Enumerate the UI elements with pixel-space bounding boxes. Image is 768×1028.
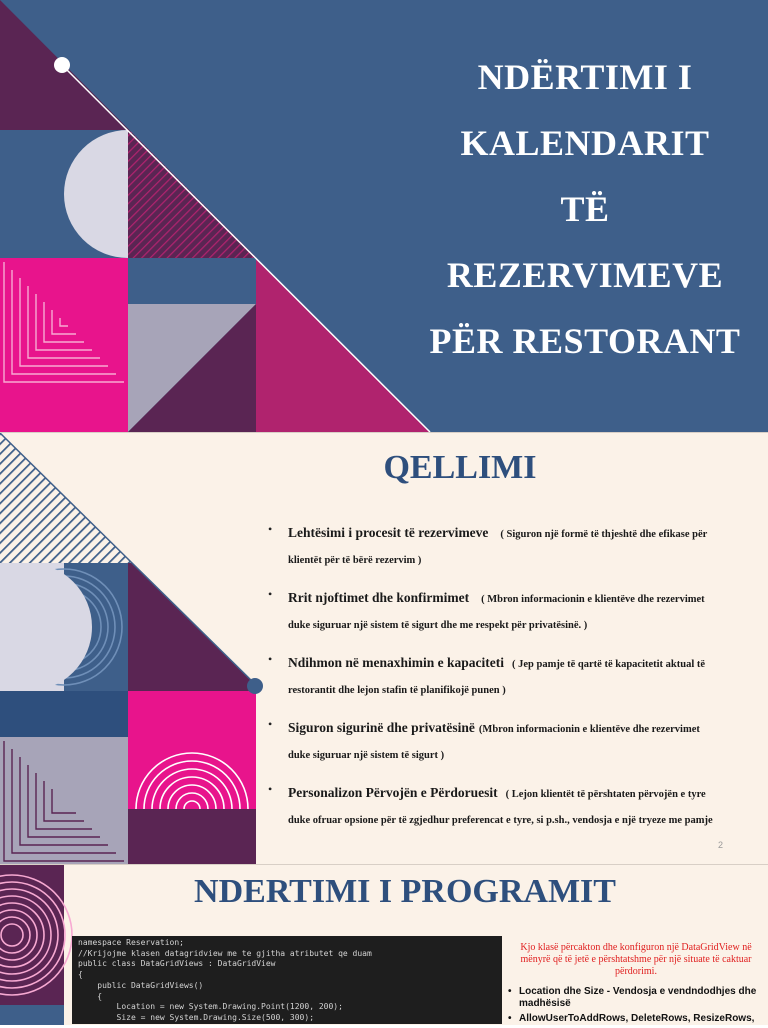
item-heading: Ndihmon në menaxhimin e kapaciteti: [288, 655, 505, 670]
code-line: Size = new System.Drawing.Size(500, 300);: [78, 1012, 315, 1022]
slide-heading: QELLIMI: [383, 449, 537, 486]
slide-title-heading: [415, 44, 755, 374]
title-line: NDËRTIMI I: [477, 57, 693, 97]
title-line: PËR RESTORANT: [429, 321, 741, 361]
code-line: namespace Reservation;: [78, 938, 184, 947]
code-line: //Krijojme klasen datagridview me te gjitha atributet qe duam: [78, 948, 372, 958]
bullet-icon: •: [268, 587, 273, 601]
item-heading: Lehtësimi i procesit të rezervimeve: [288, 525, 489, 540]
item-heading: Siguron sigurinë dhe privatësinë: [288, 720, 475, 735]
bullet-icon: •: [268, 782, 273, 796]
code-line: public class DataGridViews : DataGridView: [78, 959, 276, 969]
code-snippet: [72, 936, 502, 1024]
code-line: {: [78, 991, 103, 1001]
list-item: • AllowUserToAddRows, DeleteRows, ResizeRows,: [508, 1013, 764, 1025]
properties-list: [508, 986, 764, 1028]
bullet-icon: •: [268, 652, 273, 666]
code-line: Location = new System.Drawing.Point(1200, 200);: [78, 1002, 343, 1012]
item-description: ( Jep pamje të qartë të kapacitetit aktual të: [512, 659, 706, 670]
item-description: restorantit dhe lejon stafin të planifikojë punen ): [288, 685, 506, 696]
code-line: {: [78, 970, 83, 980]
item-description: duke ofruar opsione për të zgjedhur preferencat e tyre, si p.sh., vendosja e një tryeze me pamje: [288, 815, 713, 826]
bullet-icon: •: [268, 717, 273, 731]
title-line: TË: [560, 189, 610, 229]
side-note: Kjo klasë përcakton dhe konfiguron një DataGridView në mënyrë që të jetë e përshtatshme për një situate të caktuar përdorimi.: [520, 942, 752, 977]
list-item: [268, 522, 758, 574]
list-item: [268, 717, 758, 769]
item-heading: Rrit njoftimet dhe konfirmimet: [288, 590, 470, 605]
list-item: • Location dhe Size - Vendosja e vendndodhjes dhe madhësisë: [508, 986, 764, 1010]
item-description: duke siguruar një sistem të sigurt ): [288, 750, 445, 761]
item-description: ( Lejon klientët të përshtaten përvojën e tyre: [505, 789, 706, 800]
list-item: [268, 782, 758, 834]
slide-heading: NDERTIMI I PROGRAMIT: [194, 873, 616, 910]
item-description: klientët për të bërë rezervim ): [288, 555, 422, 566]
title-line: REZERVIMEVE: [446, 255, 724, 295]
page-number: 2: [718, 840, 724, 850]
list-item: [268, 587, 758, 639]
list-item: [268, 652, 758, 704]
code-line: public DataGridViews(): [78, 980, 204, 990]
item-description: (Mbron informacionin e klientëve dhe rezervimet: [478, 724, 700, 735]
item-description: duke siguruar një sistem të sigurt dhe me respekt për privatësinë. ): [288, 620, 588, 631]
item-heading: Personalizon Përvojën e Përdoruesit: [288, 785, 498, 800]
title-line: KALENDARIT: [460, 123, 710, 163]
item-description: ( Mbron informacionin e klientëve dhe rezervimet: [481, 594, 705, 605]
bullet-icon: •: [268, 522, 273, 536]
slide-title: [0, 0, 768, 432]
item-description: ( Siguron një formë të thjeshtë dhe efikase për: [500, 529, 708, 540]
goals-list: [268, 522, 758, 847]
